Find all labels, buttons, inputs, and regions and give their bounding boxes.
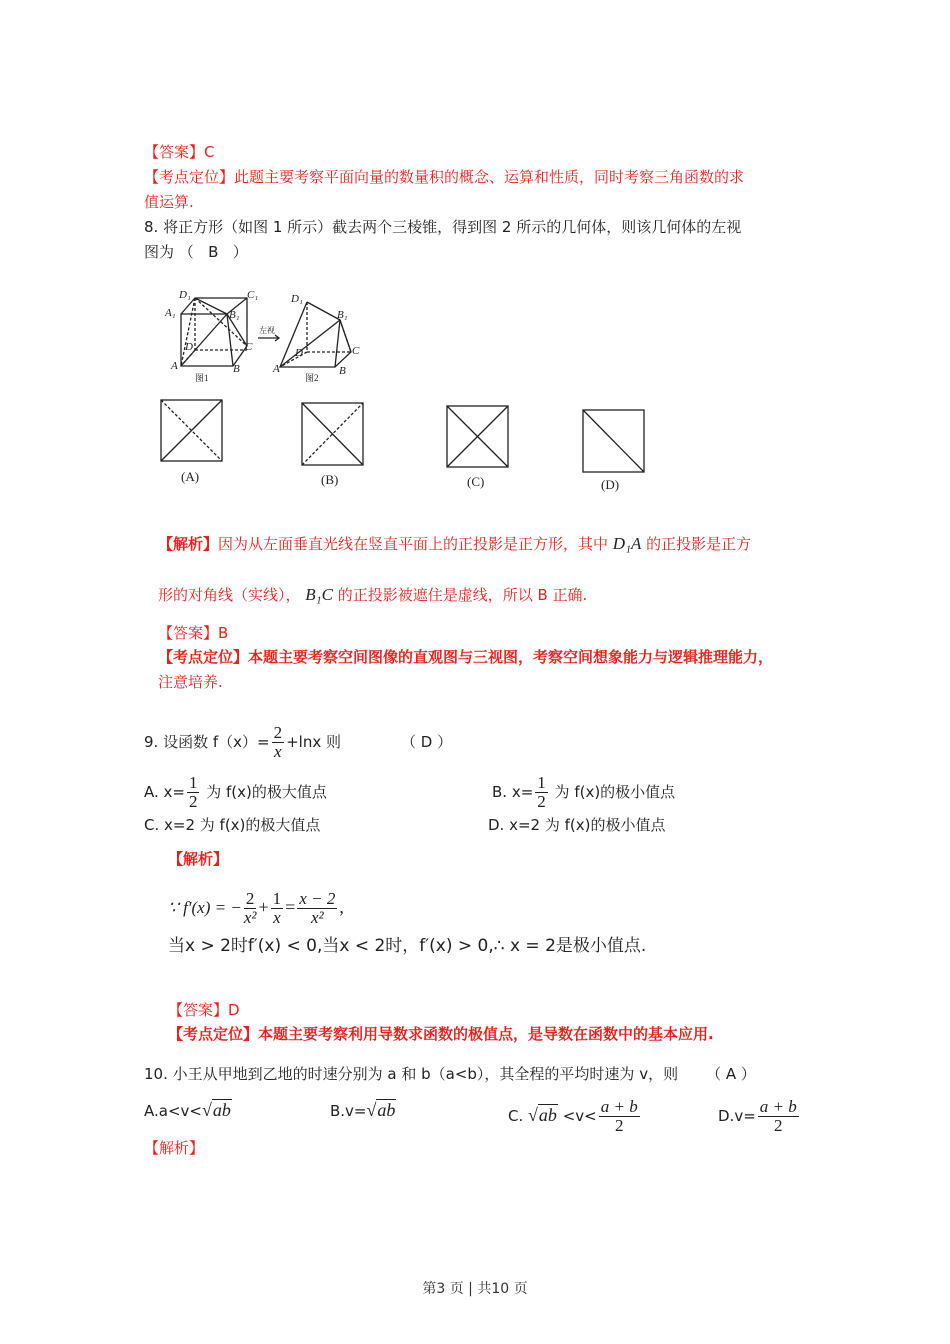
vertex-label: D₁: [179, 289, 191, 301]
q10-option-a: [144, 1098, 232, 1123]
q9-answer: [168, 998, 240, 1022]
denominator: x²: [243, 908, 257, 928]
fraction-half: [187, 774, 200, 811]
vertex-label: B₁: [229, 309, 240, 321]
vertex-label: C: [245, 341, 253, 353]
math-text: +: [258, 897, 269, 917]
q10-option-d: [718, 1098, 801, 1135]
q9-key-point: [168, 1022, 714, 1046]
answer-tag: 【答案】: [168, 1001, 229, 1019]
option-text: C.: [508, 1107, 524, 1125]
q10-analysis-tag: 【解析】: [144, 1139, 205, 1157]
option-text: 为 f(x)的极小值点: [549, 783, 676, 801]
key-point-text: 本题主要考察利用导数求函数的极值点，是导数在函数中的基本应用.: [258, 1025, 714, 1043]
page-footer: 第3 页 | 共10 页: [422, 1281, 528, 1297]
q10-option-b: [330, 1098, 396, 1123]
denominator: x: [273, 908, 281, 928]
q8-stem-line2: [144, 240, 248, 264]
q9-option-b: [492, 774, 675, 811]
answer-value: C: [204, 143, 215, 161]
numerator: a + b: [600, 1097, 638, 1116]
denominator: 2: [774, 1116, 783, 1135]
q9-option-c: C. x=2 为 f(x)的极大值点: [144, 816, 321, 834]
numerator: 2: [273, 723, 283, 742]
vertex-label: A: [171, 360, 178, 372]
fraction-2-over-x: [272, 724, 285, 761]
option-text: A. x=: [144, 783, 185, 801]
math-d1a: D₁A: [612, 534, 642, 553]
stem-text: +lnx 则: [286, 733, 341, 751]
denominator: 2: [188, 792, 198, 811]
option-c-label: (C): [467, 474, 485, 489]
choice-open: （: [706, 1065, 726, 1083]
vertex-label: B: [339, 365, 346, 377]
sqrt-ab: √ab: [201, 1100, 231, 1120]
option-b-square: [302, 403, 363, 465]
denominator: 2: [537, 792, 546, 811]
option-text: <v<: [557, 1107, 597, 1125]
analysis-text: 形的对角线（实线），: [158, 586, 306, 604]
q8-analysis-line1: [158, 532, 751, 556]
option-text: 为 f(x)的极大值点: [201, 783, 327, 801]
math-text: ∵ f′(x) = −: [168, 898, 242, 917]
stem-text: 图为 （: [144, 243, 199, 261]
figure-1-label: 图1: [195, 373, 209, 383]
numerator: a + b: [759, 1097, 797, 1116]
q9-analysis-tag: 【解析】: [168, 850, 229, 868]
math-text: ,: [339, 897, 344, 917]
q8-figure: [155, 282, 675, 497]
numerator: 1: [272, 889, 282, 909]
fraction: [271, 890, 284, 927]
vertex-label: B₁: [337, 309, 348, 321]
q8-analysis-line2: [158, 583, 587, 607]
arrow: [258, 335, 279, 341]
denominator: x: [274, 742, 282, 761]
arrow-label: 左视: [259, 326, 275, 335]
option-c-square: [447, 406, 508, 467]
analysis-tag: 【解析】: [158, 535, 219, 553]
numerator: 1: [188, 773, 198, 792]
key-point-tag: 【考点定位】: [168, 1025, 259, 1043]
key-point-text: 此题主要考察平面向量的数量积的概念、运算和性质，同时考察三角函数的求: [234, 168, 745, 186]
sqrt-ab: √ab: [366, 1100, 396, 1120]
analysis-text: 因为从左面垂直光线在竖直平面上的正投影是正方形，其中: [218, 535, 613, 553]
answer-value: B: [218, 624, 229, 642]
vertex-label: B: [233, 363, 240, 375]
choice-close: ）: [736, 1065, 756, 1083]
option-b-label: (B): [321, 472, 339, 487]
q7-answer: [144, 140, 215, 164]
vertex-label: C: [352, 345, 360, 357]
vertex-label: A₁: [165, 307, 176, 319]
radicand: ab: [538, 1105, 557, 1125]
option-text: B.v=: [330, 1102, 367, 1120]
choice-close: ）: [432, 733, 453, 751]
option-d-square: [583, 410, 644, 472]
math-b1c: B₁C: [305, 585, 333, 604]
numerator: x − 2: [299, 889, 336, 909]
sqrt-ab: √ab: [528, 1105, 557, 1125]
fraction: [297, 890, 337, 927]
answer-value: D: [228, 1001, 240, 1019]
analysis-text: 的正投影被遮住是虚线，所以 B 正确.: [332, 586, 588, 604]
fraction-a-plus-b-over-2: [599, 1098, 640, 1135]
answer-tag: 【答案】: [144, 143, 205, 161]
vertex-label: A: [273, 363, 280, 375]
q8-stem-line1: 8. 将正方形（如图 1 所示）截去两个三棱锥，得到图 2 所示的几何体，则该几何体的左视: [144, 218, 742, 236]
q9-option-d: D. x=2 为 f(x)的极小值点: [488, 816, 666, 834]
option-text: A.a<v<: [144, 1102, 202, 1120]
option-a-label: (A): [181, 469, 200, 484]
math-text: =: [285, 897, 296, 917]
q7-key-point-line1: [144, 165, 744, 189]
q10-stem: [144, 1062, 756, 1086]
vertex-label: D₁: [291, 293, 303, 305]
q10-choice: A: [725, 1065, 737, 1083]
option-a-square: [161, 400, 222, 461]
option-text: B. x=: [492, 783, 534, 801]
q8-key-point-line2: 注意培养.: [158, 673, 223, 691]
q8-answer: [158, 621, 228, 645]
denominator: x²: [310, 908, 324, 928]
q9-choice: D: [420, 733, 433, 751]
stem-text: 9. 设函数 f（x）=: [144, 733, 270, 751]
q10-option-c: [508, 1098, 642, 1135]
answer-tag: 【答案】: [158, 624, 219, 642]
q8-choice: B: [208, 243, 219, 261]
option-d-label: (D): [601, 477, 620, 492]
option-text: D.v=: [718, 1107, 756, 1125]
q9-option-a: [144, 774, 327, 811]
numerator: 2: [245, 889, 255, 909]
q9-stem: [144, 724, 452, 761]
key-point-tag: 【考点定位】: [158, 648, 249, 666]
key-point-tag: 【考点定位】: [144, 168, 235, 186]
radicand: ab: [377, 1100, 396, 1120]
q9-derivative: [168, 888, 344, 927]
denominator: 2: [614, 1116, 624, 1135]
fraction-half: [535, 774, 548, 811]
choice-open: （: [400, 733, 421, 751]
q7-key-point-line2: 值运算.: [144, 193, 194, 211]
analysis-text: 的正投影是正方: [641, 535, 752, 553]
key-point-text: 本题主要考察空间图像的直观图与三视图，考察空间想象能力与逻辑推理能力，: [248, 648, 774, 666]
stem-close: ）: [227, 243, 248, 261]
fraction-a-plus-b-over-2: [758, 1098, 799, 1135]
fraction: [244, 890, 257, 927]
vertex-label: D: [185, 341, 193, 353]
radicand: ab: [212, 1100, 231, 1120]
vertex-label: D: [295, 347, 303, 359]
q8-key-point-line1: [158, 645, 773, 669]
numerator: 1: [537, 773, 546, 792]
stem-text: 10. 小王从甲地到乙地的时速分别为 a 和 b（a<b），其全程的平均时速为 v，则: [144, 1065, 679, 1083]
q9-conclusion: 当x > 2时f′(x) < 0,当x < 2时，f′(x) > 0,∴ x = 2是极小值点.: [168, 936, 647, 956]
figure-2-label: 图2: [305, 373, 319, 383]
vertex-label: C₁: [247, 289, 259, 301]
